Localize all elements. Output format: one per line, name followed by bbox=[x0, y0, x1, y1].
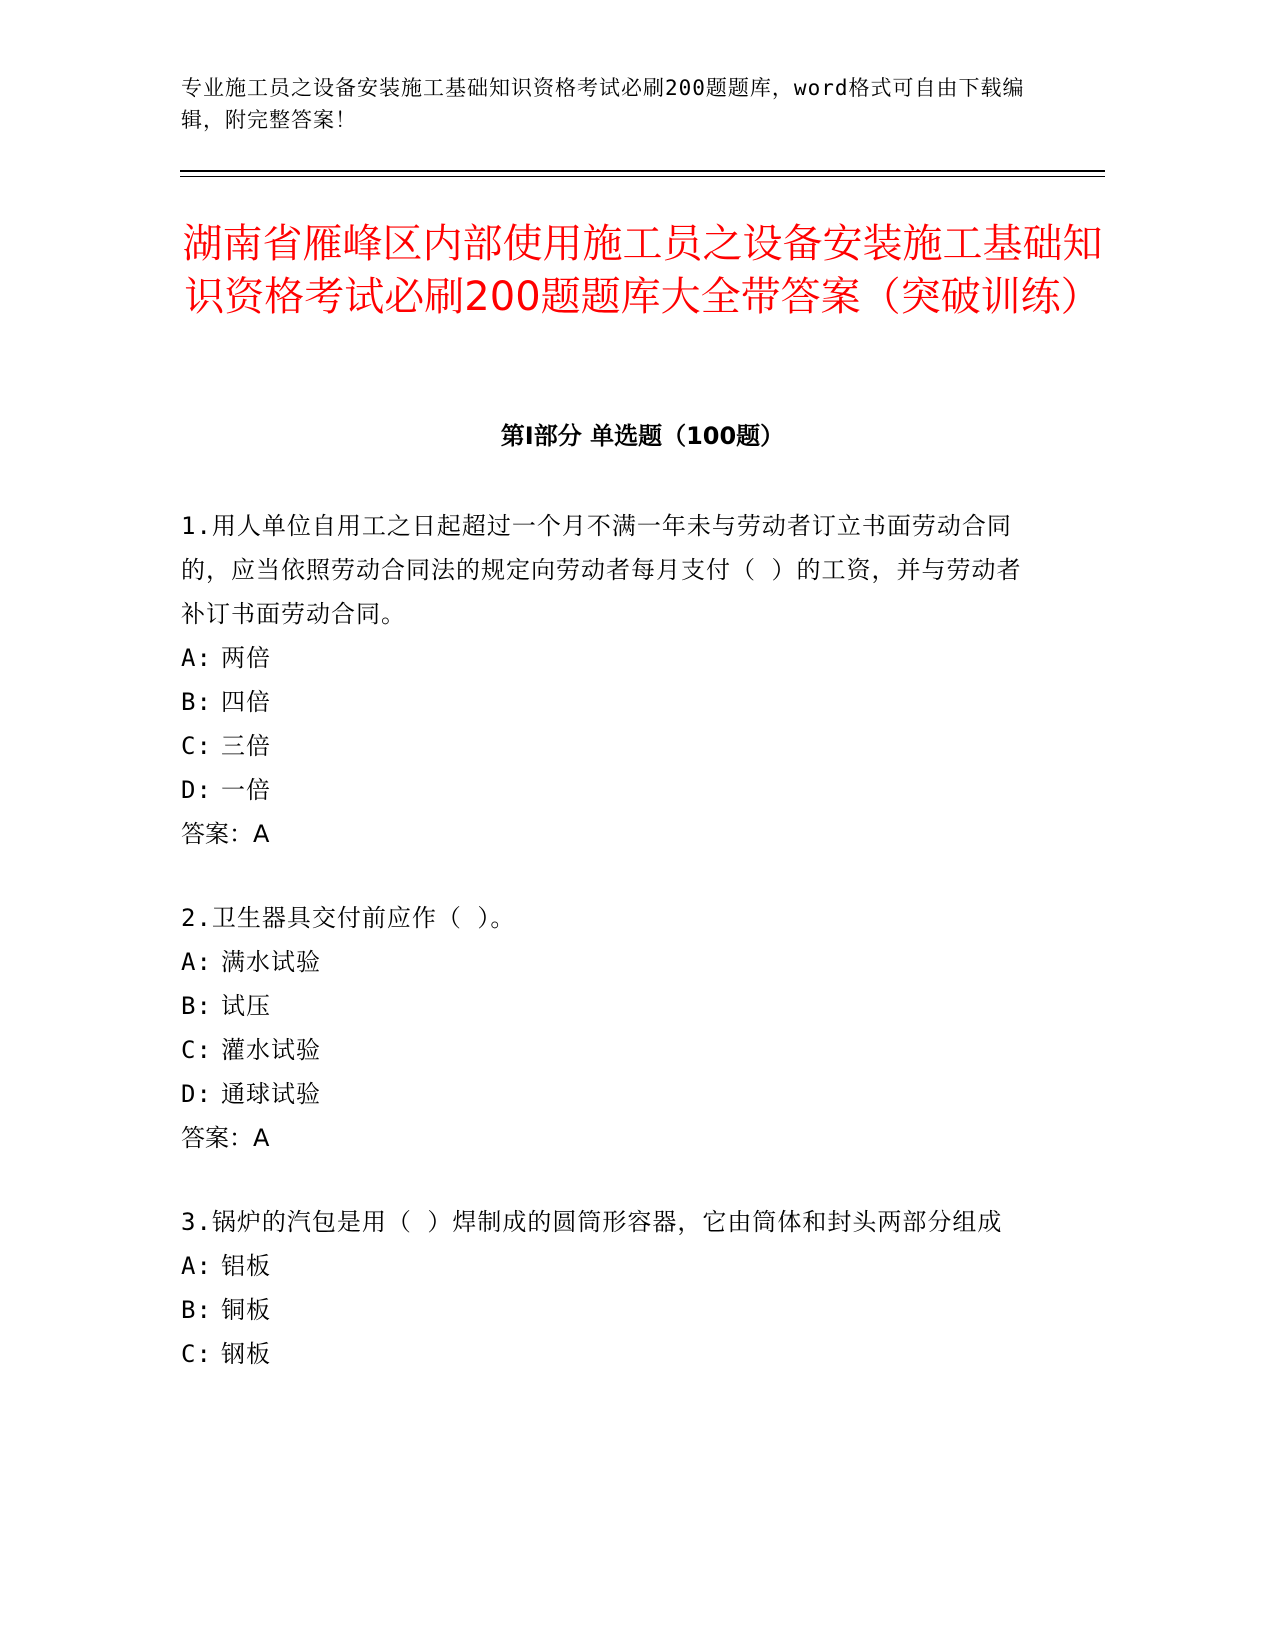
option-b bbox=[181, 984, 1041, 1028]
option-letter: C: bbox=[181, 732, 212, 760]
header-note: 专业施工员之设备安装施工基础知识资格考试必刷200题题库，word格式可自由下载编辑，附完整答案！ bbox=[181, 76, 1025, 132]
option-b bbox=[181, 1288, 1041, 1332]
option-text: 三倍 bbox=[221, 732, 271, 760]
option-text: 铜板 bbox=[221, 1296, 271, 1324]
option-letter: D: bbox=[181, 1080, 212, 1108]
question-stem: 3.锅炉的汽包是用（ ）焊制成的圆筒形容器，它由筒体和封头两部分组成 bbox=[181, 1208, 1003, 1236]
option-letter: C: bbox=[181, 1036, 212, 1064]
option-a bbox=[181, 1244, 1041, 1288]
option-d bbox=[181, 1072, 1041, 1116]
option-text: 灌水试验 bbox=[221, 1036, 321, 1064]
question-1 bbox=[181, 504, 1041, 856]
option-letter: D: bbox=[181, 776, 212, 804]
section-title: 第Ⅰ部分 单选题（100题） bbox=[500, 422, 785, 450]
option-letter: A: bbox=[181, 1252, 212, 1280]
option-a bbox=[181, 636, 1041, 680]
option-c bbox=[181, 1028, 1041, 1072]
option-letter: B: bbox=[181, 992, 212, 1020]
question-list bbox=[181, 504, 1041, 1416]
option-c bbox=[181, 724, 1041, 768]
question-3 bbox=[181, 1200, 1041, 1376]
option-text: 钢板 bbox=[221, 1340, 271, 1368]
option-text: 一倍 bbox=[221, 776, 271, 804]
option-b bbox=[181, 680, 1041, 724]
option-text: 两倍 bbox=[221, 644, 271, 672]
question-stem: 2.卫生器具交付前应作（ ）。 bbox=[181, 904, 516, 932]
option-letter: A: bbox=[181, 948, 212, 976]
question-2 bbox=[181, 896, 1041, 1160]
option-text: 铝板 bbox=[221, 1252, 271, 1280]
option-letter: A: bbox=[181, 644, 212, 672]
option-d bbox=[181, 768, 1041, 812]
header-divider-thick bbox=[180, 170, 1105, 172]
option-c bbox=[181, 1332, 1041, 1376]
answer-line: 答案：A bbox=[181, 820, 270, 848]
option-letter: C: bbox=[181, 1340, 212, 1368]
option-text: 四倍 bbox=[221, 688, 271, 716]
option-a bbox=[181, 940, 1041, 984]
header-divider-thin bbox=[180, 176, 1105, 177]
option-letter: B: bbox=[181, 688, 212, 716]
question-stem: 1.用人单位自用工之日起超过一个月不满一年未与劳动者订立书面劳动合同的，应当依照劳动合同法的规定向劳动者每月支付（ ）的工资，并与劳动者补订书面劳动合同。 bbox=[181, 512, 1022, 628]
option-text: 通球试验 bbox=[221, 1080, 321, 1108]
option-text: 满水试验 bbox=[221, 948, 321, 976]
answer-line: 答案：A bbox=[181, 1124, 270, 1152]
option-text: 试压 bbox=[221, 992, 271, 1020]
option-letter: B: bbox=[181, 1296, 212, 1324]
document-title: 湖南省雁峰区内部使用施工员之设备安装施工基础知识资格考试必刷200题题库大全带答案（突破训练） bbox=[182, 221, 1103, 320]
